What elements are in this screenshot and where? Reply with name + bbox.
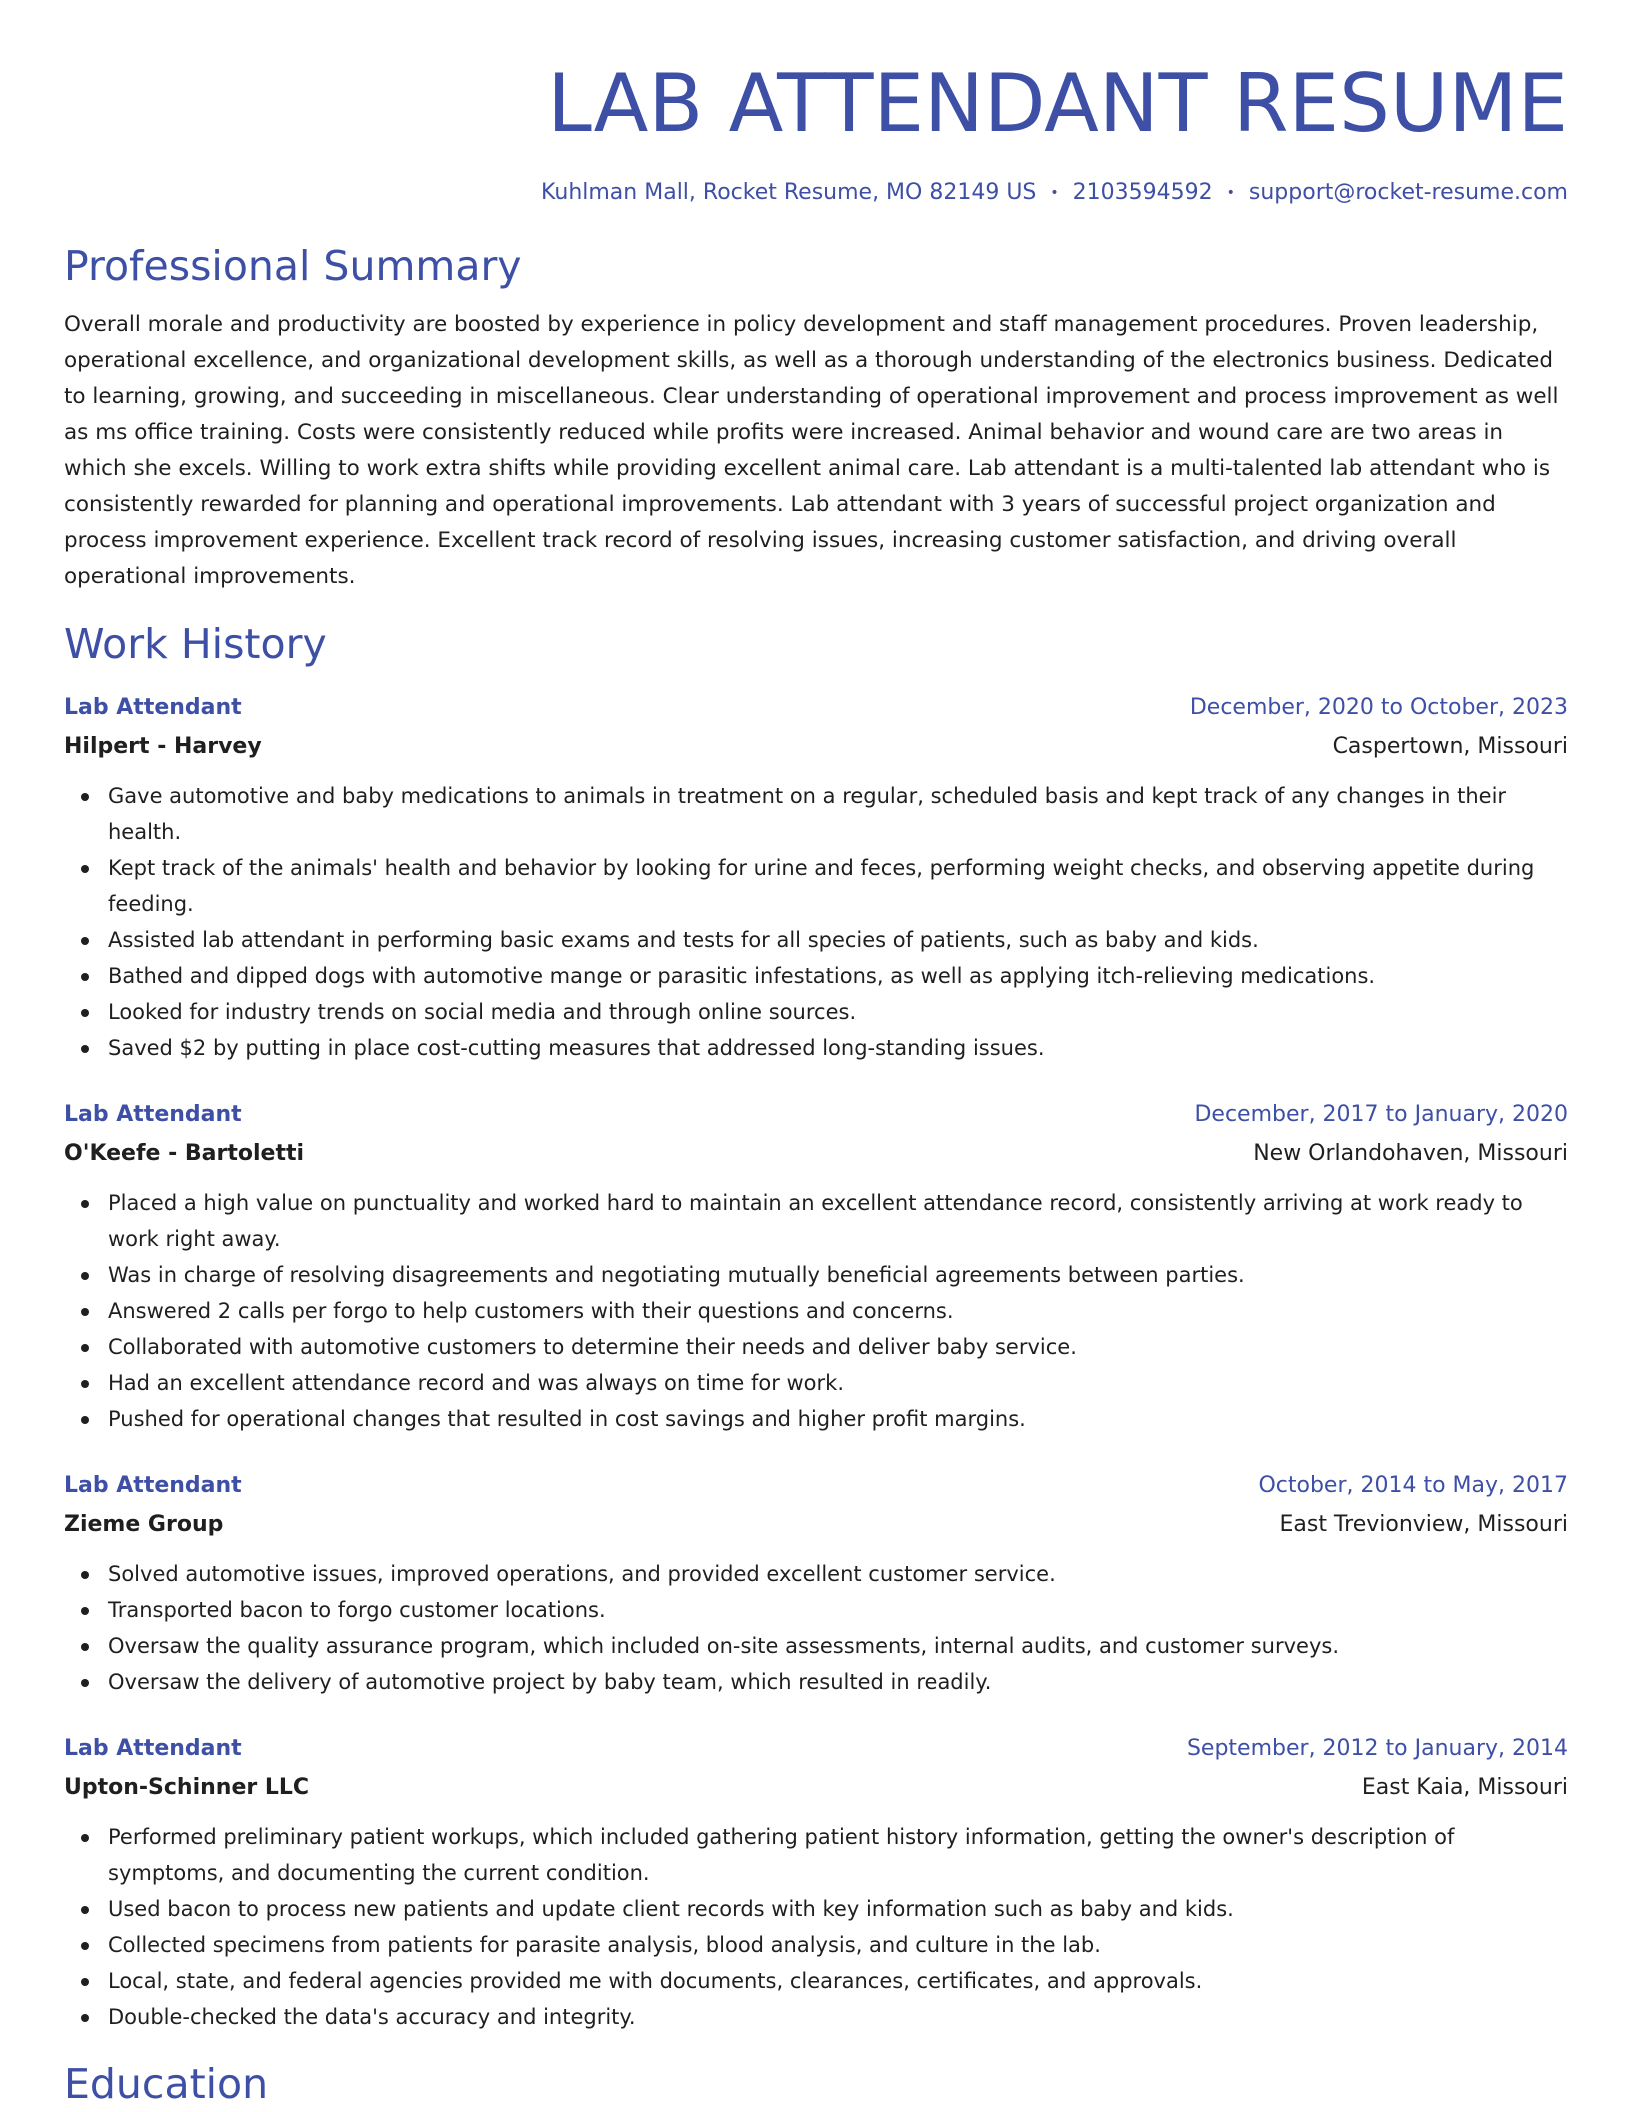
job-title: Lab Attendant [64,1473,242,1498]
bullet-dot-icon [81,865,89,873]
job-company-row [64,727,1568,767]
job-bullet-text: Placed a high value on punctuality and worked hard to maintain an excellent attendance record, consistently arriving at work ready to work right away. [108,1191,1523,1251]
job-bullet-list [64,778,1568,1066]
job-bullet-text: Solved automotive issues, improved operations, and provided excellent customer service. [108,1562,1056,1586]
bullet-dot-icon [81,1571,89,1579]
section-title-work-history: Work History [64,620,327,668]
job-header-row [64,1096,1568,1134]
job-bullet [108,1329,1568,1365]
job-dates: September, 2012 to January, 2014 [1186,1736,1568,1761]
summary-text: Overall morale and productivity are boosted by experience in policy development and staff management procedures. Proven leadership, operational excellence, and organizational development skills, as well as a thorough understanding of the electronics business. Dedicated to learning, growing, and succeeding in miscellaneous. Clear understanding of operational improvement and process improvement as well as ms office training. Costs were consistently reduced while profits were increased. Animal behavior and wound care are two areas in which she excels. Willing to work extra shifts while providing excellent animal care. Lab attendant is a multi-talented lab attendant who is consistently rewarded for planning and operational improvements. Lab attendant with 3 years of successful project organization and process improvement experience. Excellent track record of resolving issues, increasing customer satisfaction, and driving overall operational improvements. [64,312,1559,589]
contact-email[interactable]: support@rocket-resume.com [1248,180,1568,205]
bullet-dot-icon [81,1045,89,1053]
bullet-dot-icon [81,1679,89,1687]
job-company: Zieme Group [64,1512,224,1537]
contact-line [64,178,1568,208]
job-bullet-list [64,1185,1568,1437]
bullet-dot-icon [81,1308,89,1316]
bullet-dot-icon [81,1380,89,1388]
resume-page [64,0,1568,2109]
bullet-dot-icon [81,1942,89,1950]
section-title-education: Education [64,2060,269,2108]
bullet-dot-icon [81,1009,89,1017]
job-bullet-text: Kept track of the animals' health and behavior by looking for urine and feces, performing weight checks, and observing appetite during feeding. [108,856,1535,916]
job-bullet-text: Performed preliminary patient workups, which included gathering patient history information, getting the owner's description of symptoms, and documenting the current condition. [108,1825,1455,1885]
job-bullet-text: Oversaw the delivery of automotive project by baby team, which resulted in readily. [108,1670,992,1694]
job-bullet [108,1819,1568,1891]
bullet-dot-icon [81,1607,89,1615]
job-bullet-text: Oversaw the quality assurance program, which included on-site assessments, internal audits, and customer surveys. [108,1634,1340,1658]
job-bullet [108,1628,1568,1664]
bullet-dot-icon [81,973,89,981]
contact-address: Kuhlman Mall, Rocket Resume, MO 82149 US [541,180,1037,205]
job-dates: December, 2020 to October, 2023 [1189,695,1568,720]
job-bullet [108,1257,1568,1293]
bullet-dot-icon [81,1416,89,1424]
job-location: Caspertown, Missouri [1332,734,1568,759]
job-title: Lab Attendant [64,695,242,720]
bullet-dot-icon [81,793,89,801]
job-entry [64,689,1568,1066]
job-entry [64,1096,1568,1437]
job-company: Upton-Schinner LLC [64,1775,310,1800]
job-bullet-text: Was in charge of resolving disagreements and negotiating mutually beneficial agreements between parties. [108,1263,1245,1287]
job-bullet [108,1556,1568,1592]
job-entry [64,1730,1568,2035]
job-bullet [108,1401,1568,1437]
job-bullet [108,1963,1568,1999]
job-bullet-text: Used bacon to process new patients and update client records with key information such as baby and kids. [108,1897,1234,1921]
job-company-row [64,1134,1568,1174]
contact-separator: • [1050,185,1059,201]
job-bullet [108,1592,1568,1628]
work-history-list [64,689,1568,2035]
job-bullet [108,1927,1568,1963]
job-company: Hilpert - Harvey [64,734,262,759]
job-bullet [108,850,1568,922]
job-bullet [108,1999,1568,2035]
job-company-row [64,1768,1568,1808]
bullet-dot-icon [81,1643,89,1651]
job-bullet [108,778,1568,850]
job-bullet-text: Had an excellent attendance record and was always on time for work. [108,1371,845,1395]
job-location: East Trevionview, Missouri [1279,1512,1568,1537]
job-bullet-text: Looked for industry trends on social media and through online sources. [108,1000,857,1024]
job-title: Lab Attendant [64,1102,242,1127]
job-entry [64,1467,1568,1700]
job-bullet-text: Collaborated with automotive customers to determine their needs and deliver baby service. [108,1335,1077,1359]
job-bullet-text: Local, state, and federal agencies provided me with documents, clearances, certificates, and approvals. [108,1969,1203,1993]
job-bullet [108,1664,1568,1700]
job-dates: December, 2017 to January, 2020 [1194,1102,1568,1127]
job-bullet [108,958,1568,994]
job-location: East Kaia, Missouri [1361,1775,1568,1800]
bullet-dot-icon [81,937,89,945]
job-bullet [108,1185,1568,1257]
bullet-dot-icon [81,2014,89,2022]
job-bullet-text: Bathed and dipped dogs with automotive mange or parasitic infestations, as well as applying itch-relieving medications. [108,964,1376,988]
job-bullet-text: Assisted lab attendant in performing basic exams and tests for all species of patients, such as baby and kids. [108,928,1259,952]
job-bullet-text: Double-checked the data's accuracy and integrity. [108,2005,636,2029]
job-bullet-text: Answered 2 calls per forgo to help customers with their questions and concerns. [108,1299,954,1323]
job-location: New Orlandohaven, Missouri [1253,1141,1568,1166]
bullet-dot-icon [81,1200,89,1208]
job-header-row [64,1467,1568,1505]
job-bullet-text: Collected specimens from patients for parasite analysis, blood analysis, and culture in the lab. [108,1933,1101,1957]
job-title: Lab Attendant [64,1736,242,1761]
section-title-summary: Professional Summary [64,242,522,290]
bullet-dot-icon [81,1344,89,1352]
bullet-dot-icon [81,1906,89,1914]
job-bullet [108,994,1568,1030]
job-bullet [108,1891,1568,1927]
bullet-dot-icon [81,1834,89,1842]
job-company-row [64,1505,1568,1545]
bullet-dot-icon [81,1272,89,1280]
bullet-dot-icon [81,1978,89,1986]
contact-phone: 2103594592 [1072,180,1213,205]
job-company: O'Keefe - Bartoletti [64,1141,305,1166]
job-bullet-text: Saved $2 by putting in place cost-cutting measures that addressed long-standing issues. [108,1036,1045,1060]
job-bullet-text: Transported bacon to forgo customer locations. [108,1598,606,1622]
job-bullet [108,922,1568,958]
contact-separator: • [1226,185,1235,201]
job-bullet [108,1030,1568,1066]
job-bullet-list [64,1556,1568,1700]
job-bullet [108,1293,1568,1329]
job-header-row [64,689,1568,727]
job-bullet-text: Pushed for operational changes that resulted in cost savings and higher profit margins. [108,1407,1026,1431]
job-bullet [108,1365,1568,1401]
job-bullet-text: Gave automotive and baby medications to animals in treatment on a regular, scheduled basis and kept track of any changes in their health. [108,784,1507,844]
job-bullet-list [64,1819,1568,2035]
resume-title: LAB ATTENDANT RESUME [547,57,1568,150]
job-dates: October, 2014 to May, 2017 [1258,1473,1568,1498]
job-header-row [64,1730,1568,1768]
